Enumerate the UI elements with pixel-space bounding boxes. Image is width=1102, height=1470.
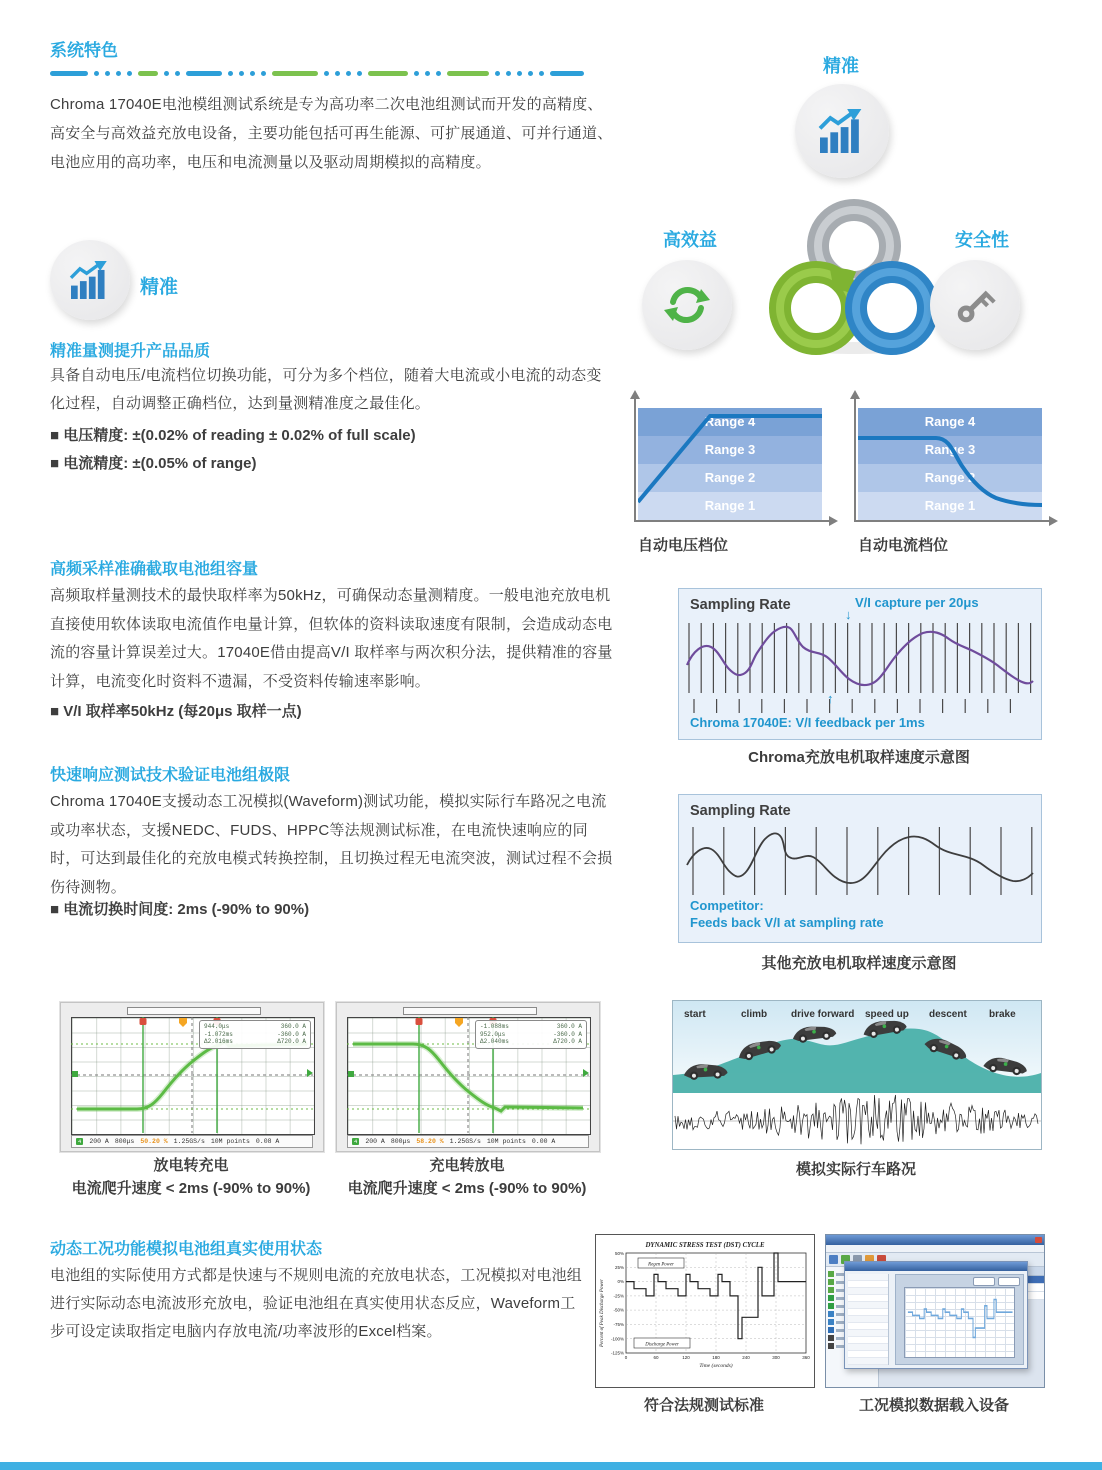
page-title: 系统特色 [50,41,118,60]
scope-right-caption-line1: 充电转放电 [429,1157,505,1174]
divider-segment [335,71,340,76]
divider-segment [324,71,329,76]
svg-text:180: 180 [712,1355,720,1360]
accuracy-bullet-voltage: ■ 电压精度: ±(0.02% of reading ± 0.02% of full scale) [50,427,416,444]
capture-note: V/I capture per 20μs [855,595,979,610]
divider-segment [414,71,419,76]
list-row [848,1351,888,1358]
dialog-button [973,1277,995,1286]
divider-segment [239,71,244,76]
divider-segment [105,71,110,76]
bar-chart-icon [69,261,111,299]
triad-left-label: 高效益 [663,230,717,250]
waveform-heading: 动态工况功能模拟电池组真实使用状态 [50,1241,323,1258]
range-band-1: Range 1 [638,492,822,520]
accuracy-body: 具备自动电压/电流档位切换功能，可分为多个档位，随着大电流或小电流的动态变化过程，自动调整正确档位，达到量测精准度之最佳化。 [50,367,602,412]
dialog-buttons [973,1277,1020,1286]
divider-segment [228,71,233,76]
dst-chart [596,1235,814,1387]
dst-xlabel: Time (seconds) [699,1363,733,1369]
dialog-waveform [905,1288,1014,1357]
accuracy-circle-badge [795,84,889,178]
competitor-sampling-chart [678,794,1042,943]
cycle-arrows-icon [663,281,711,329]
scope-left-caption-line2: 电流爬升速度 < 2ms (-90% to 90%) [71,1180,311,1197]
accuracy-heading: 精准量测提升产品品质 [50,343,211,360]
svg-text:360: 360 [802,1355,810,1360]
range-band-2: Range 2 [858,464,1042,492]
dialog-chart-area [895,1274,1024,1365]
dst-caption: 符合法规测试标准 [643,1397,764,1414]
sampling-rate-label: Sampling Rate [690,803,791,819]
scope-charge-to-discharge [336,1002,600,1152]
software-menubar [826,1245,1044,1253]
competitor-note-line2: Feeds back V/I at sampling rate [690,915,884,930]
divider-segment [50,71,88,76]
current-curve [858,408,1042,520]
feedback-note: Chroma 17040E: V/I feedback per 1ms [690,715,925,730]
svg-text:-125%: -125% [610,1350,624,1356]
svg-text:240: 240 [742,1355,750,1360]
power-noise-waveform [673,1093,1041,1149]
dst-ylabel: Percent of Peak Discharge Power [600,1279,605,1347]
tree-item-icon [828,1303,834,1309]
up-arrow-icon: ↑ [827,691,834,706]
triad-top-label: 精准 [823,56,859,76]
y-axis [634,394,636,522]
competitor-note-line1: Competitor: [690,898,764,913]
voltage-range-caption: 自动电压档位 [638,537,729,554]
y-axis [854,394,856,522]
dst-discharge-label: Discharge Power [645,1342,679,1348]
cursor-readout: 944.0μs 360.0 A -1.072ms -360.0 A Δ2.016ms Δ720.0 A [199,1020,311,1049]
current-range-caption: 自动电流档位 [858,537,949,554]
drive-label-start: start [684,1009,706,1020]
svg-text:300: 300 [772,1355,780,1360]
list-row [848,1330,888,1337]
divider-segment [436,71,441,76]
drive-label-drive-forward: drive forward [791,1009,855,1020]
list-row [848,1288,888,1295]
sampling-bullet: ■ V/I 取样率50kHz (每20μs 取样一点) [50,703,302,720]
tree-item-icon [828,1287,834,1293]
dialog-titlebar [845,1262,1027,1271]
divider-segment [528,71,533,76]
list-row [848,1337,888,1344]
divider-segment [127,71,132,76]
down-arrow-icon: ↓ [845,607,852,622]
driving-caption: 模拟实际行车路况 [795,1161,916,1178]
divider-segment [175,71,180,76]
scope-zoom-slider [127,1007,261,1015]
divider-segment [495,71,500,76]
footer-accent-bar [0,1462,1102,1470]
svg-text:120: 120 [682,1355,690,1360]
tree-item-icon [828,1311,834,1317]
sampling-body: 高频取样量测技术的最快取样率为50kHz，可确保动态量测精度。一般电池充放电机直接使用软体读取电流值作电量计算，但软体的资料读取速度有限制，会造成动态电流的容量计算误差过大。17040E借由提高V/I 取样率与两次积分法，提供精准的容量计算，电流变化时资料不遗漏，不受资料传输速率影响。 [50,587,613,690]
efficiency-circle-badge [642,260,732,350]
response-heading: 快速响应测试技术验证电池组极限 [50,767,291,784]
dst-title: DYNAMIC STRESS TEST (DST) CYCLE [645,1242,765,1249]
divider-segment [550,71,584,76]
voltage-curve [638,408,822,520]
sampling-heading: 高频采样准确截取电池组容量 [50,561,259,578]
range-band-4: Range 4 [638,408,822,436]
x-axis [634,520,832,522]
svg-text:0: 0 [624,1355,628,1360]
divider-segment [368,71,408,76]
toolbar-icon [829,1255,838,1264]
response-bullet: ■ 电流切换时间度: 2ms (-90% to 90%) [50,901,310,918]
competitor-chart-caption: 其他充放电机取样速度示意图 [761,955,957,972]
software-waveform-dialog [844,1261,1028,1369]
scope-status-bar: 4 200 A 800μs 58.20 % 1.25GS/s 10M points 0.00 A [347,1135,589,1148]
dialog-plot [904,1287,1015,1358]
svg-text:-50%: -50% [613,1307,624,1313]
list-row [848,1309,888,1316]
close-icon [1035,1237,1042,1243]
chroma-sampling-chart [678,588,1042,740]
road-profile-illustration [673,1001,1041,1093]
divider-segment [425,71,430,76]
range-band-4: Range 4 [858,408,1042,436]
triad-right-label: 安全性 [955,230,1009,250]
software-caption: 工况模拟数据载入设备 [858,1397,1009,1414]
svg-text:50%: 50% [614,1251,624,1256]
svg-text:60: 60 [653,1355,659,1360]
dialog-body [845,1271,1027,1368]
divider-segment [539,71,544,76]
range-band-2: Range 2 [638,464,822,492]
list-row [848,1344,888,1351]
tree-item-icon [828,1335,834,1341]
list-row [848,1295,888,1302]
range-band-3: Range 3 [638,436,822,464]
current-range-chart [848,392,1060,560]
waveform-body: 电池组的实际使用方式都是快速与不规则电流的充放电状态，工况模拟对电池组进行实际动态电流波形充放电，验证电池组在真实使用状态反应，Waveform工步可设定读取指定电脑内存放电流/功率波形的Excel档案。 [50,1267,583,1340]
divider-segment [506,71,511,76]
accuracy-badge-label: 精准 [140,277,179,298]
scope-left-caption-line1: 放电转充电 [153,1157,229,1174]
scope-discharge-to-charge [60,1002,324,1152]
tree-item-icon [828,1279,834,1285]
scope-right-caption-line2: 电流爬升速度 < 2ms (-90% to 90%) [347,1180,587,1197]
divider-segment [346,71,351,76]
divider-segment [517,71,522,76]
drive-label-speed-up: speed up [865,1009,909,1020]
svg-text:-25%: -25% [613,1293,624,1299]
drive-label-brake: brake [989,1009,1016,1020]
divider-segment [272,71,318,76]
scope-zoom-slider [403,1007,537,1015]
dialog-value-list [848,1274,889,1365]
chroma-chart-caption: Chroma充放电机取样速度示意图 [748,749,970,766]
software-titlebar [826,1235,1044,1245]
list-row [848,1323,888,1330]
divider-segment [447,71,489,76]
accuracy-bullet-current: ■ 电流精度: ±(0.05% of range) [50,455,257,472]
list-row [848,1358,888,1365]
list-row [848,1274,888,1281]
tree-item-icon [828,1271,834,1277]
tree-item-icon [828,1319,834,1325]
scope-status-bar: 4 200 A 800μs 50.20 % 1.25GS/s 10M points 0.08 A [71,1135,313,1148]
divider-segment [116,71,121,76]
drive-label-climb: climb [741,1009,768,1020]
driving-simulation-panel [672,1000,1042,1150]
divider-segment [357,71,362,76]
tree-item-icon [828,1343,834,1349]
response-body: Chroma 17040E支援动态工况模拟(Waveform)测试功能，模拟实际行车路况之电流或功率状态，支援NEDC、FUDS、HPPC等法规测试标准，在电流快速响应的同时，可达到最佳化的充放电模式转换控制，且切换过程无电流突波，测试过程不会损伤待测物。 [50,793,613,896]
range-band-1: Range 1 [858,492,1042,520]
drive-label-descent: descent [929,1009,967,1020]
svg-text:-75%: -75% [613,1322,624,1327]
divider-segment [164,71,169,76]
key-icon [952,282,998,328]
safety-circle-badge [930,260,1020,350]
divider-segment [138,71,158,76]
software-screenshot [825,1234,1045,1388]
cursor-readout: -1.088ms 360.0 A 952.0μs -360.0 A Δ2.040ms Δ720.0 A [475,1020,587,1049]
bar-chart-icon [817,109,867,153]
accuracy-badge-small [50,240,130,320]
svg-text:-100%: -100% [610,1336,624,1342]
svg-text:25%: 25% [614,1265,624,1270]
list-row [848,1302,888,1309]
dst-chart-panel [595,1234,815,1388]
divider-segment [186,71,222,76]
knot-logo [752,196,957,356]
divider-segment [250,71,255,76]
intro-paragraph: Chroma 17040E电池模组测试系统是专为高功率二次电池组测试而开发的高精度、高安全与高效益充放电设备，主要功能包括可再生能源、可扩展通道、可并行通道、电池应用的高功率，电压和电流测量以及驱动周期模拟的高精度。 [50,96,613,171]
tree-item-icon [828,1327,834,1333]
divider-segment [261,71,266,76]
x-axis [854,520,1052,522]
voltage-range-chart [628,392,840,560]
list-row [848,1281,888,1288]
list-row [848,1316,888,1323]
svg-text:0%: 0% [617,1279,624,1284]
section-divider [50,71,612,76]
range-band-3: Range 3 [858,436,1042,464]
sampling-rate-label: Sampling Rate [690,597,791,613]
dst-regen-label: Regen Power [648,1262,674,1268]
tree-item-icon [828,1295,834,1301]
divider-segment [94,71,99,76]
dialog-button [998,1277,1020,1286]
